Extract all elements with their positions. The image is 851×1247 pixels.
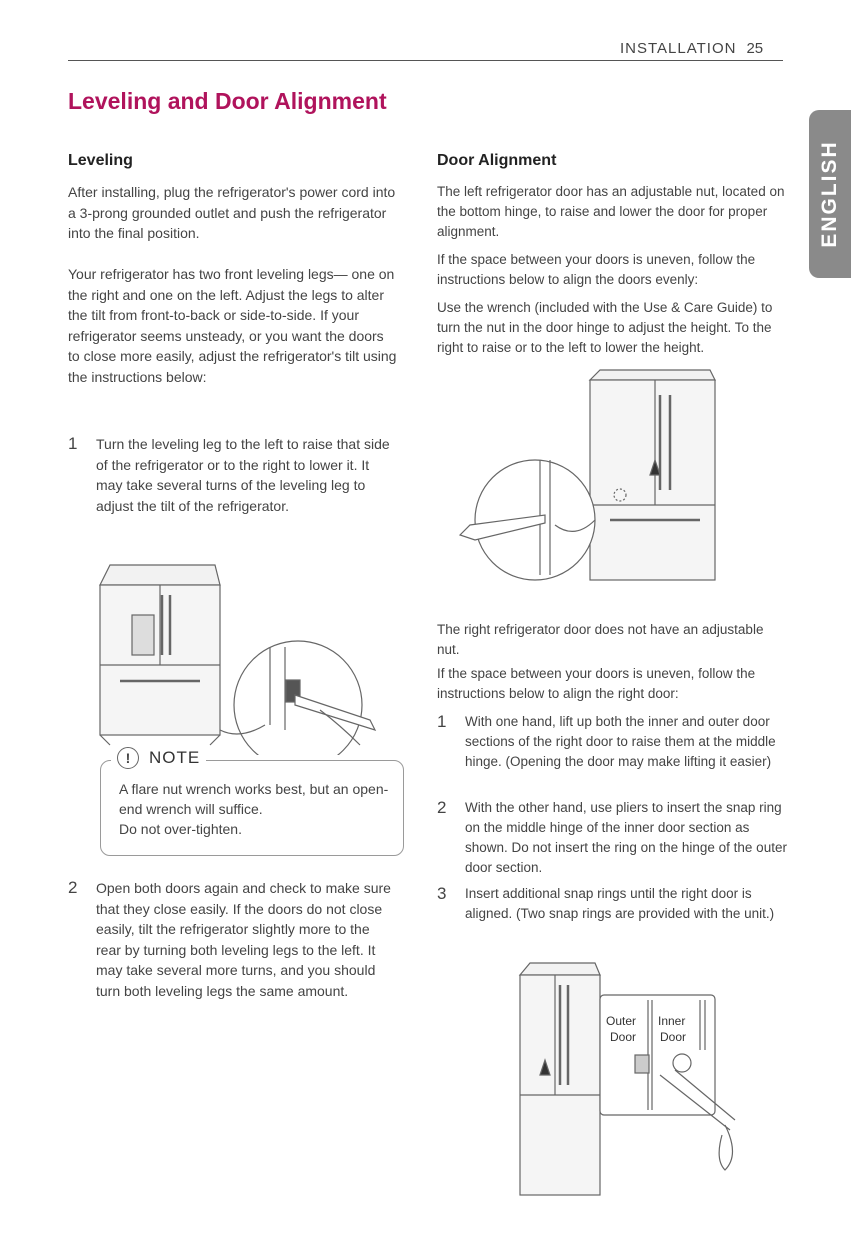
outer-door-label-line-1: Outer — [606, 1014, 637, 1028]
door-step-2 — [437, 798, 787, 878]
leveling-figure — [90, 555, 400, 755]
door-alignment-figure — [450, 365, 770, 595]
step-number: 1 — [437, 712, 447, 731]
step-text: With the other hand, use pliers to insert the snap ring on the middle hinge of the inner door section as shown. Do not insert the ring on the hinge of the outer door section. — [465, 800, 787, 875]
page-number: 25 — [746, 40, 764, 57]
note-line-2: Do not over-tighten. — [119, 821, 242, 837]
step-text: Open both doors again and check to make sure that they close easily. If the doors do not close easily, tilt the refrigerator slightly more to the rear by turning both leveling legs to the left. It may take several more turns, and you should turn both leveling legs the same amount. — [96, 880, 391, 999]
door-alignment-heading: Door Alignment — [437, 152, 557, 169]
door-para-4: The right refrigerator door does not have an adjustable nut. — [437, 622, 764, 657]
door-para-2: If the space between your doors is uneven, follow the instructions below to align the doors evenly: — [437, 252, 756, 287]
leveling-para-1: After installing, plug the refrigerator's power cord into a 3-prong grounded outlet and push the refrigerator into the final position. — [68, 184, 396, 241]
step-number: 3 — [437, 884, 447, 903]
note-header — [111, 747, 206, 769]
language-tab-label: ENGLISH — [818, 140, 841, 248]
door-para-3: Use the wrench (included with the Use & Care Guide) to turn the nut in the door hinge to adjust the height. To the right to raise or to the left to lower the height. — [437, 300, 773, 355]
step-text: With one hand, lift up both the inner and outer door sections of the right door to raise them at the middle hinge. (Opening the door may make lifting it easier) — [465, 714, 776, 769]
leveling-para-2: Your refrigerator has two front leveling legs— one on the right and one on the left. Adjust the legs to alter the tilt from front-to-back or side-to-side. If your refrigerator seems unsteady, or you want the doors to close more easily, adjust the refrigerator's tilt using the instructions below: — [68, 266, 397, 385]
step-number: 1 — [68, 434, 78, 453]
leveling-step-2 — [68, 878, 398, 1001]
leveling-heading: Leveling — [68, 152, 133, 169]
inner-door-label-line-2: Door — [660, 1030, 687, 1044]
running-header — [620, 40, 763, 57]
door-step-1 — [437, 712, 787, 772]
note-text — [119, 779, 389, 839]
exclamation-icon: ! — [117, 747, 139, 769]
door-para-5: If the space between your doors is uneven, follow the instructions below to align the right door: — [437, 666, 756, 701]
step-number: 2 — [437, 798, 447, 817]
door-para-1: The left refrigerator door has an adjustable nut, located on the bottom hinge, to raise and lower the door for proper alignment. — [437, 184, 785, 239]
step-text: Insert additional snap rings until the right door is aligned. (Two snap rings are provided with the unit.) — [465, 886, 775, 921]
step-text: Turn the leveling leg to the left to raise that side of the refrigerator or to the right to lower it. It may take several turns of the leveling leg to adjust the tilt of the refrigerator. — [96, 436, 390, 514]
section-name: INSTALLATION — [620, 40, 737, 57]
note-label: NOTE — [149, 748, 201, 767]
step-number: 2 — [68, 878, 78, 897]
inner-door-label-line-1: Inner — [658, 1014, 686, 1028]
snap-ring-figure — [500, 955, 750, 1205]
header-rule — [68, 60, 783, 61]
door-step-3 — [437, 884, 787, 924]
language-tab — [809, 110, 851, 278]
page-title: Leveling and Door Alignment — [68, 88, 387, 114]
note-line-1: A flare nut wrench works best, but an open-end wrench will suffice. — [119, 781, 389, 817]
outer-door-label-line-2: Door — [610, 1030, 637, 1044]
note-box — [100, 748, 404, 856]
leveling-step-1 — [68, 434, 398, 516]
